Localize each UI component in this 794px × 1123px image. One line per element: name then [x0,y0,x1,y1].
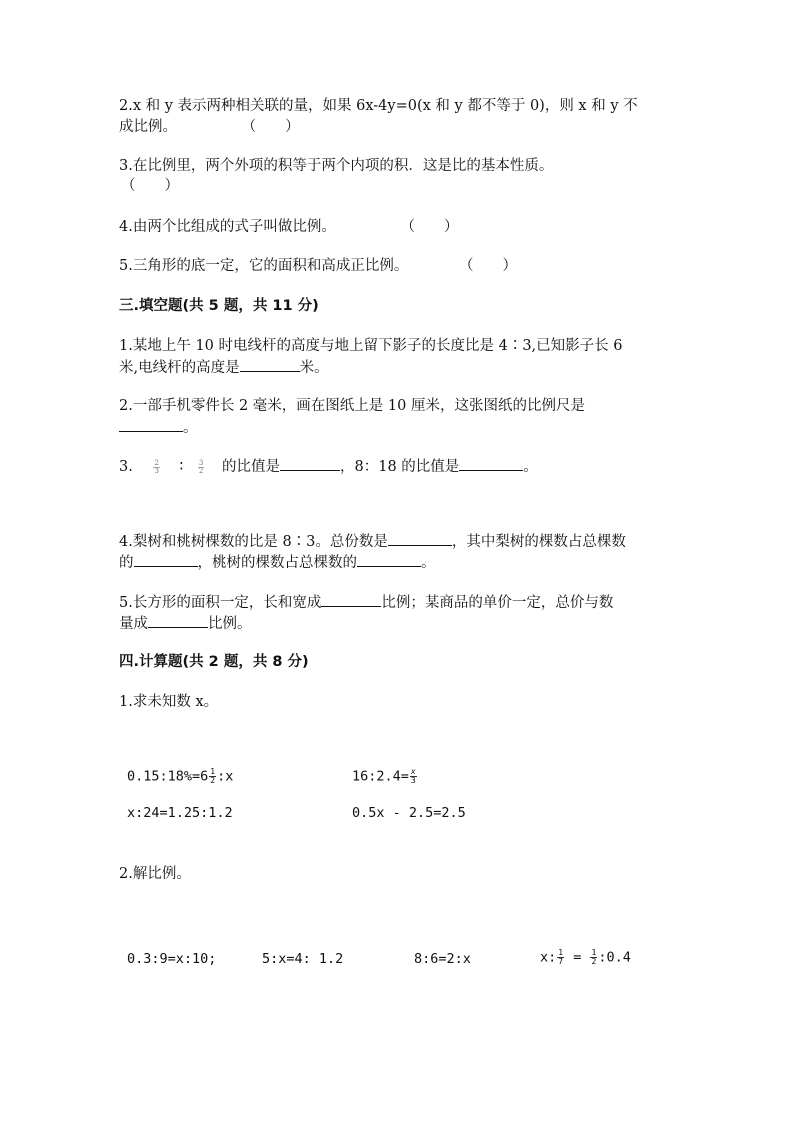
fill-q4-text-5: 。 [421,555,436,571]
fill-q4-blank-1[interactable] [388,531,452,546]
proportion-4-left: x: [540,949,557,966]
fill-q4-blank-2[interactable] [134,552,198,567]
proportion-3: 8:6=2:x [414,951,471,967]
judge-q5-answer[interactable]: （ ） [458,258,517,274]
fill-q3-prefix: 3. [119,459,133,475]
proportion-4-fraction-2 [590,949,597,966]
fill-q1-unit: 米。 [299,360,329,376]
proportion-4-right: :0.4 [598,949,631,966]
judge-q3-line1: 3.在比例里，两个外项的积等于两个内项的积．这是比的基本性质。 [119,158,554,174]
fill-q5-line1 [119,592,613,614]
fill-q3-blank-2[interactable] [459,456,523,471]
judge-q5 [119,256,517,277]
equation-1-right: :x [217,768,234,785]
fill-q1-line2 [119,357,329,379]
fill-heading: 三.填空题(共 5 题，共 11 分) [119,298,319,314]
fill-q3-fraction-2 [198,460,204,475]
judge-q2-text: 成比例。 [119,119,177,135]
equation-1 [127,768,233,785]
judge-q4-answer[interactable]: （ ） [400,219,459,235]
proportion-4-numerator-1: 1 [558,948,564,957]
proportion-4-fraction-1 [557,949,564,966]
equation-1-denominator: 2 [210,776,216,785]
fill-q4-line1 [119,531,626,553]
equation-2-fraction [410,768,417,785]
fill-q5-text-3: 量成 [119,616,148,632]
calc-heading: 四.计算题(共 2 题，共 8 分) [119,654,309,670]
fill-q3-f2-numerator: 3 [198,458,204,467]
proportion-4-numerator-2: 1 [591,948,597,957]
equation-4: 0.5x - 2.5=2.5 [352,805,466,821]
calc-q2: 2.解比例。 [119,866,191,882]
fill-q2-blank[interactable] [119,417,183,432]
fill-q3-end: 。 [523,459,538,475]
fill-q5-text-4: 比例。 [208,616,252,632]
proportion-4-denominator-1: 7 [558,957,564,966]
fill-q3-blank-1[interactable] [280,456,340,471]
fill-q4-text-3: 的 [119,555,134,571]
judge-q2-line2 [119,117,300,138]
equation-2-left: 16:2.4= [352,768,409,785]
fill-q3-mid2: ，8：18 的比值是 [340,459,460,475]
fill-q1-text: 米,电线杆的高度是 [119,360,240,376]
fill-q4-line2 [119,552,436,574]
judge-q2-line1: 2.x 和 y 表示两种相关联的量，如果 6x-4y=0(x 和 y 都不等于 0)，则 x 和 y 不 [119,98,638,114]
fill-q3 [119,456,538,478]
fill-q5-text-1: 5.长方形的面积一定，长和宽成 [119,595,322,611]
equation-1-left: 0.15:18%=6 [127,768,209,785]
judge-q4-text: 4.由两个比组成的式子叫做比例。 [119,219,336,235]
judge-q4 [119,217,458,238]
proportion-4 [540,949,631,966]
proportion-1: 0.3:9=x:10; [127,951,217,967]
fill-q1-line1: 1.某地上午 10 时电线杆的高度与地上留下影子的长度比是 4∶3,已知影子长 6 [119,338,623,354]
equation-1-numerator: 1 [210,767,216,776]
fill-q3-f1-denominator: 3 [154,466,159,475]
proportion-4-equals: = [565,949,590,966]
fill-q4-text-4: ，桃树的棵数占总棵数的 [197,555,357,571]
fill-q3-mid: 的比值是 [222,459,280,475]
fill-q4-text-1: 4.梨树和桃树棵数的比是 8∶3。总份数是 [119,534,388,550]
fill-q3-fraction-1 [153,460,159,475]
fill-q3-f2-denominator: 2 [198,466,204,475]
fill-q1-blank[interactable] [240,357,300,372]
fill-q2-line1: 2.一部手机零件长 2 毫米，画在图纸上是 10 厘米，这张图纸的比例尺是 [119,398,585,414]
judge-q5-text: 5.三角形的底一定，它的面积和高成正比例。 [119,258,409,274]
fill-q3-f1-numerator: 2 [154,458,159,467]
equation-1-fraction [209,768,216,785]
fill-q5-line2 [119,613,252,635]
judge-q3-answer[interactable]: （ ） [121,178,179,194]
fill-q4-blank-3[interactable] [357,552,421,567]
proportion-4-denominator-2: 2 [591,957,597,966]
proportion-2: 5:x=4: 1.2 [262,951,344,967]
fill-q2-line2 [119,417,198,439]
fill-q5-text-2: 比例；某商品的单价一定，总价与数 [381,595,614,611]
equation-3: x:24=1.25:1.2 [127,805,233,821]
equation-2-numerator: x [410,767,416,776]
fill-q2-end: 。 [183,420,198,436]
calc-q1: 1.求未知数 x。 [119,694,219,710]
equation-2 [352,768,418,785]
fill-q4-text-2: ，其中梨树的棵数占总棵数 [451,534,626,550]
fill-q5-blank-2[interactable] [148,613,208,628]
judge-q2-answer[interactable]: （ ） [241,119,300,135]
fill-q5-blank-1[interactable] [321,592,381,607]
fill-q3-colon: ∶ [179,459,184,475]
equation-2-denominator: 3 [410,776,416,785]
